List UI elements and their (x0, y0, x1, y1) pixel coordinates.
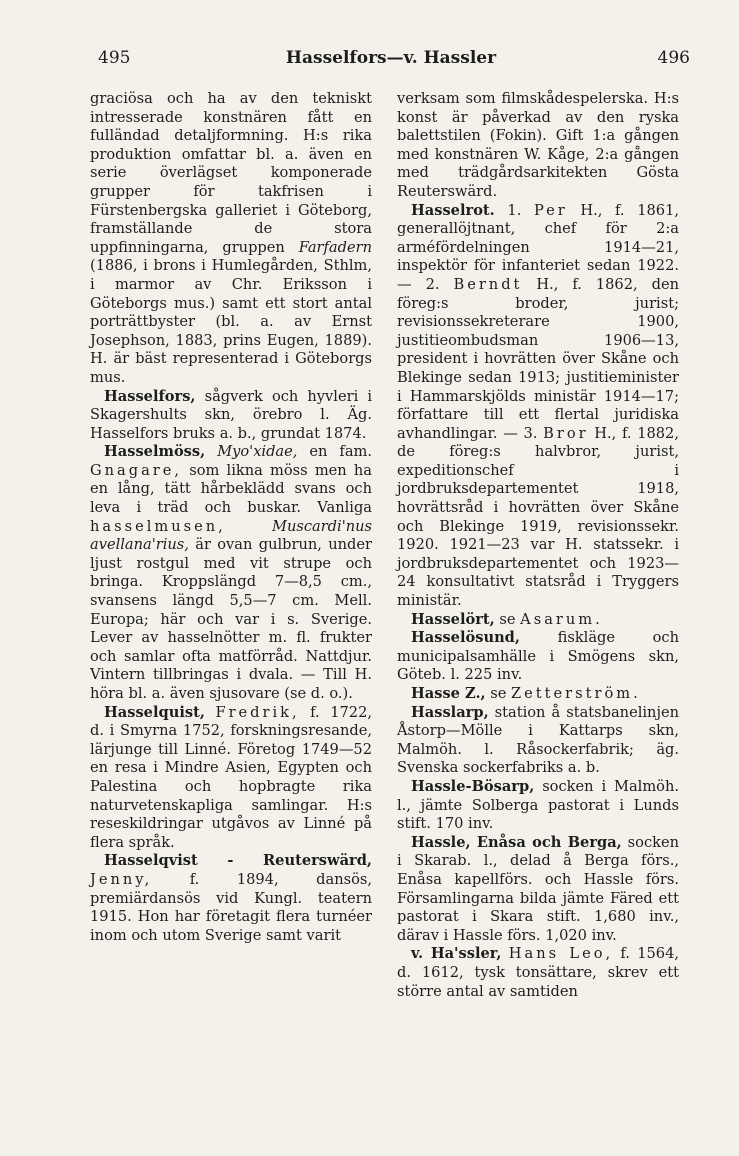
entry-headword: Hassle, Enåsa och Berga, (411, 833, 622, 851)
entry-continuation: graciösa och ha av den tekniskt intresserade konstnären fått en fulländad detaljformning. H:s rika produktion omfattar bl. a. även en serie överlägset komponerade grupper för takfrisen i Fürstenbergska galleriet i Göteborg, framställande de stora uppfinningarna, gruppen Farfadern (1886, i brons i Humlegården, Sthlm, i marmor av Chr. Eriksson i Göteborgs mus.) samt ett stort antal porträttbyster (bl. a. av Ernst Josephson, 1883, prins Eugen, 1889). H. är bäst representerad i Göteborgs mus. (90, 90, 372, 386)
entry-hasselqvist: Hasselqvist - Reuterswärd, Jenny, f. 1894, dansös, premiärdansös vid Kungl. teatern 1915. Hon har företagit flera turnéer inom och utom Sverige samt varit (90, 852, 372, 944)
entry-headword: Hasselfors, (104, 387, 196, 405)
entry-headword: Hasselört, (411, 610, 495, 628)
left-column (90, 90, 372, 1090)
entry-hasselfors: Hasselfors, sågverk och hyvleri i Skagershults skn, örebro l. Äg. Hasselfors bruks a. b., grundat 1874. (90, 387, 372, 442)
entry-headword: v. Ha'ssler, (411, 945, 502, 963)
entry-hasselort: Hasselört, se Asarum. (411, 610, 603, 628)
right-column (397, 90, 679, 1090)
entry-hassler: v. Ha'ssler, Hans Leo, f. 1564, d. 1612, tysk tonsättare, skrev ett större antal av samtiden (397, 945, 679, 1000)
entry-continuation: verksam som filmskådespelerska. H:s konst är påverkad av den ryska balettstilen (Fokin). Gift 1:a gången med konstnären W. Kåge, 2:a gången med trädgårdsarkitekten Gösta Reuterswärd. (397, 90, 679, 200)
entry-headword: Hasse Z., (411, 685, 486, 702)
entry-headword: Hasselmöss, (104, 443, 206, 461)
entry-headword: Hasselquist, (104, 703, 205, 721)
entry-hasselrot: Hasselrot. 1. Per H., f. 1861, generallöjtnant, chef för 2:a arméfördelningen 1914—21, inspektör för infanteriet sedan 1922. — 2. Berndt H., f. 1862, den föreg:s broder, jurist; revisionssekreterare 1900, justitieombudsman 1906—13, president i hovrätten över Skåne och Blekinge sedan 1913; justitieminister i Hammarskjölds ministär 1914—17; författare till ett flertal juridiska avhandlingar. — 3. Bror H., f. 1882, de föreg:s halvbror, jurist, expeditionschef i jordbruksdepartementet 1918, hovrättsråd i hovrätten över Skåne och Blekinge 1919, revisionssekr. 1920. 1921—23 var H. statssekr. i jordbruksdepartementet och 1923—24 konsultativt statsråd i Tryggers ministär. (397, 201, 679, 610)
page-number-left: 495 (98, 48, 131, 68)
entry-headword: Hasselösund, (411, 629, 520, 647)
entry-hasse-z: Hasse Z., se Zetterström. (411, 685, 641, 702)
entry-headword: Hasselrot. (411, 201, 495, 219)
entry-headword: Hasslarp, (411, 703, 489, 721)
entry-hassle-bosarp: Hassle-Bösarp, socken i Malmöh. l., jämte Solberga pastorat i Lunds stift. 170 inv. (397, 777, 679, 833)
entry-headword: Hassle-Bösarp, (411, 777, 535, 795)
entry-headword: Hasselqvist - Reuterswärd, (104, 852, 372, 870)
page-header (92, 48, 690, 76)
entry-hasselmoss: Hasselmöss, Myo'xidae, en fam. Gnagare, som likna möss men ha en lång, tätt hårbeklädd svans och leva i träd och buskar. Vanliga hasselmusen, Muscardi'nus avellana'rius, är ovan gulbrun, under ljust rostgul med vit strupe och bringa. Kroppslängd 7—8,5 cm., svansens längd 5,5—7 cm. Mell. Europa; här och var i s. Sverige. Lever av hasselnötter m. fl. frukter och samlar ofta matförråd. Nattdjur. Vintern tillbringas i dvala. — Till H. höra bl. a. även sjusovare (se d. o.). (90, 443, 372, 702)
entry-hasselosund: Hasselösund, fiskläge och municipalsamhälle i Smögens skn, Göteb. l. 225 inv. (397, 629, 679, 684)
entry-hasslarp: Hasslarp, station å statsbanelinjen Åstorp—Mölle i Kattarps skn, Malmöh. l. Råsockerfabrik; äg. Svenska sockerfabriks a. b. (397, 703, 679, 777)
entry-hasselquist: Hasselquist, Fredrik, f. 1722, d. i Smyrna 1752, forskningsresande, lärjunge till Linné. Företog 1749—52 en resa i Mindre Asien, Egypten och Palestina och hopbragte rika naturvetenskapliga samlingar. H:s reseskildringar utgåvos av Linné på flera språk. (90, 703, 373, 851)
running-title: Hasselfors—v. Hassler (285, 48, 497, 68)
entry-hassle-enasa-berga: Hassle, Enåsa och Berga, socken i Skarab. l., delad å Berga förs., Enåsa kapellförs. och Hassle förs. Församlingarna bilda jämte Färed ett pastorat i Skara stift. 1,680 inv., därav i Hassle förs. 1,020 inv. (397, 833, 679, 944)
page-number-right: 496 (657, 48, 690, 68)
